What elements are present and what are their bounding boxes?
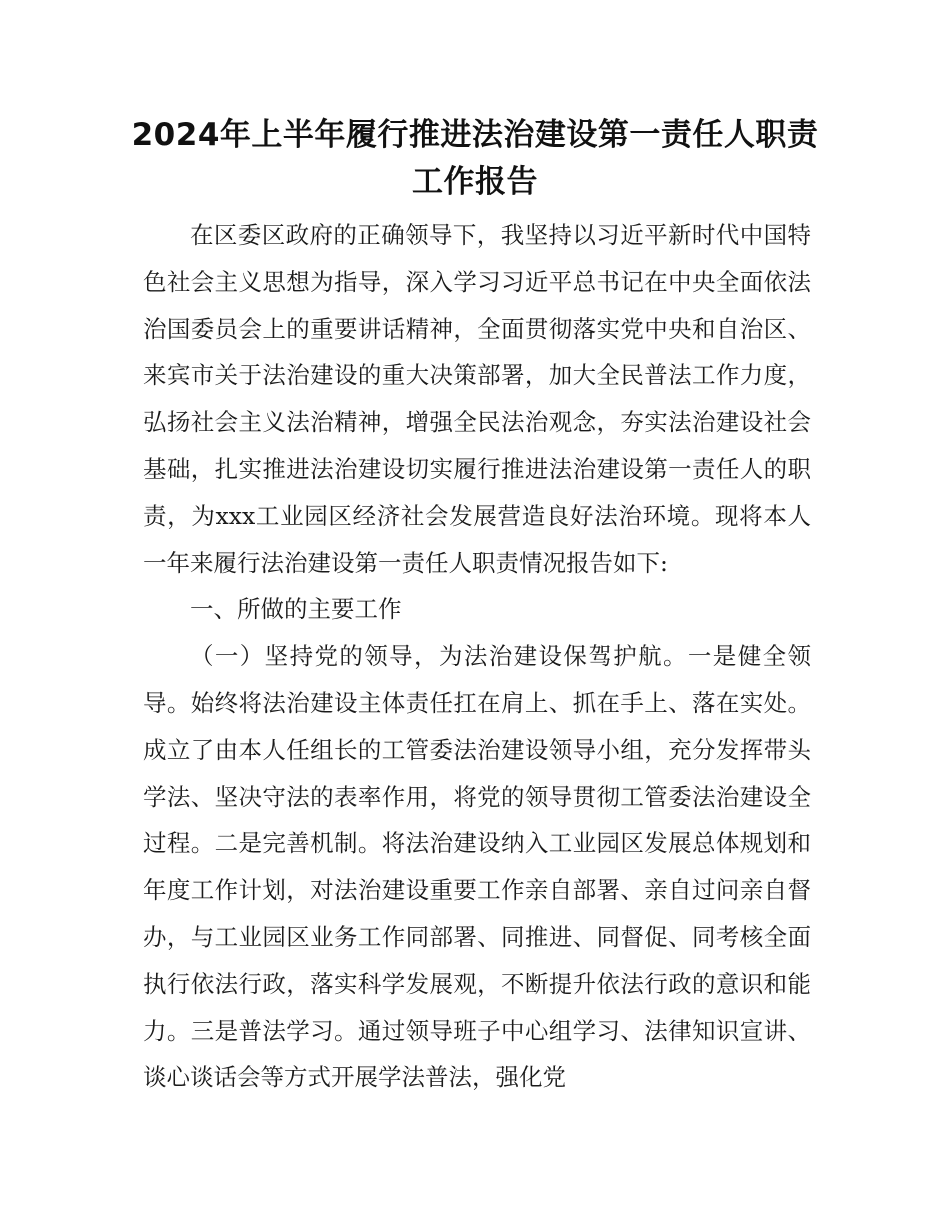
subsection-paragraph: （一）坚持党的领导，为法治建设保驾护航。一是健全领导。始终将法治建设主体责任扛在肩上、抓在手上、落在实处。成立了由本人任组长的工管委法治建设领导小组，充分发挥带头学法、坚决守法的表率作用，将党的领导贯彻工管委法治建设全过程。二是完善机制。将法治建设纳入工业园区发展总体规划和年度工作计划，对法治建设重要工作亲自部署、亲自过问亲自督办，与工业园区业务工作同部署、同推进、同督促、同考核全面执行依法行政，落实科学发展观，不断提升依法行政的意识和能力。三是普法学习。通过领导班子中心组学习、法律知识宣讲、谈心谈话会等方式开展学法普法，强化党 xyxy=(143,642,811,1092)
section-heading: 一、所做的主要工作 xyxy=(190,595,402,624)
document-title: 2024年上半年履行推进法治建设第一责任人职责工作报告 xyxy=(131,117,819,200)
document-body xyxy=(143,212,811,1101)
intro-paragraph: 在区委区政府的正确领导下，我坚持以习近平新时代中国特色社会主义思想为指导，深入学习习近平总书记在中央全面依法治国委员会上的重要讲话精神，全面贯彻落实党中央和自治区、来宾市关于法治建设的重大决策部署，加大全民普法工作力度，弘扬社会主义法治精神，增强全民法治观念，夯实法治建设社会基础，扎实推进法治建设切实履行推进法治建设第一责任人的职责，为xxx工业园区经济社会发展营造良好法治环境。现将本人一年来履行法治建设第一责任人职责情况报告如下: xyxy=(143,221,811,577)
